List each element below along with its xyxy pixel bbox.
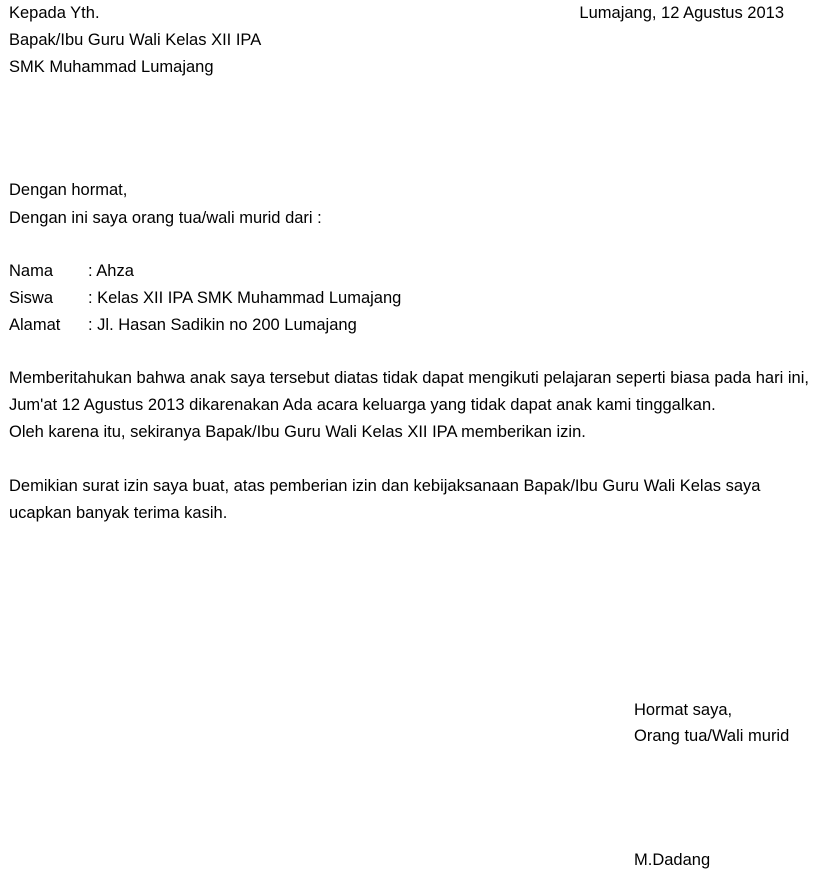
recipient-school: SMK Muhammad Lumajang	[9, 58, 214, 76]
salutation: Dengan hormat,	[9, 181, 128, 199]
intro-text: Dengan ini saya orang tua/wali murid dari :	[9, 209, 322, 227]
paragraph-1-line-1: Memberitahukan bahwa anak saya tersebut diatas tidak dapat mengikuti pelajaran seperti biasa pada	[9, 369, 752, 387]
place-date: Lumajang, 12 Agustus 2013	[579, 4, 784, 22]
name-value: : Ahza	[88, 262, 134, 280]
paragraph-1-line-2: hari ini, Jum'at 12 Agustus 2013 dikarenakan Ada acara keluarga yang tidak dapat anak kami tinggalkan.	[9, 369, 809, 414]
address-value: : Jl. Hasan Sadikin no 200 Lumajang	[88, 316, 357, 334]
class-label: Siswa	[9, 289, 54, 307]
body-paragraph-2	[9, 473, 809, 527]
recipient-prefix: Kepada Yth.	[9, 4, 100, 22]
body-paragraph-1	[9, 365, 809, 446]
recipient-name: Bapak/Ibu Guru Wali Kelas XII IPA	[9, 31, 262, 49]
address-label: Alamat	[9, 316, 61, 334]
paragraph-2-line-1: Demikian surat izin saya buat, atas pemberian izin dan kebijaksanaan Bapak/Ibu Guru Wali Kelas saya	[9, 477, 761, 495]
class-value: : Kelas XII IPA SMK Muhammad Lumajang	[88, 289, 402, 307]
signer-name: M.Dadang	[634, 851, 711, 869]
closing-role: Orang tua/Wali murid	[634, 727, 790, 745]
paragraph-1-line-3: Oleh karena itu, sekiranya Bapak/Ibu Guru Wali Kelas XII IPA memberikan izin.	[9, 423, 586, 441]
closing-regards: Hormat saya,	[634, 701, 733, 719]
paragraph-2-line-2: ucapkan banyak terima kasih.	[9, 504, 228, 522]
name-label: Nama	[9, 262, 54, 280]
